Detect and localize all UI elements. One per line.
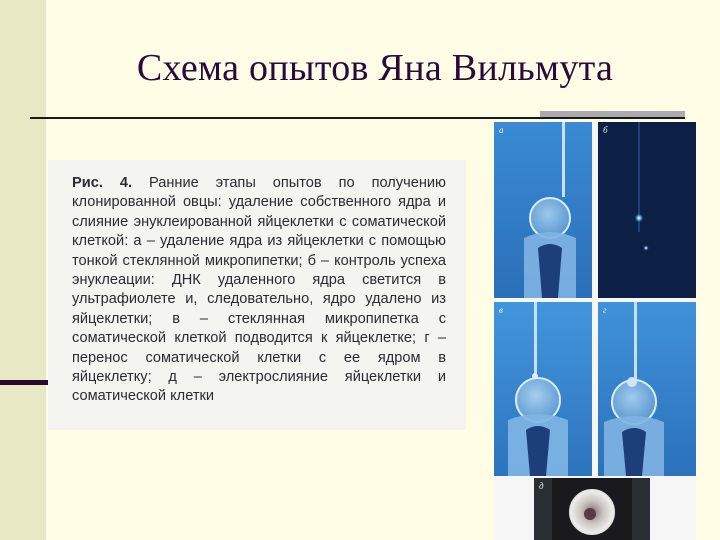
figure-caption — [72, 174, 446, 407]
figure-caption-text: Ранние этапы опытов по получению клонированной овцы: удаление собственного ядра и слияние энуклеированной яйцеклетки с соматической клеткой: а – удаление ядра из яйцеклетки с помощью тонкой стеклянной микропипетки; б – контроль успеха энуклеации: ДНК удаленного ядра светится в ультрафиолете и, следовательно, ядро удалено из яйцеклетки; в – стеклянная микропипетка с соматической клеткой подводится к яйцеклетке; г – перенос соматической клетки с ее ядром в яйцеклетку; д – электрослияние яйцеклетки и соматической клетки — [72, 175, 446, 405]
left-decorative-band — [0, 0, 46, 540]
micrograph-letter: в — [499, 305, 503, 315]
left-band-divider — [0, 380, 48, 385]
micrograph-letter: a — [499, 125, 504, 135]
micrograph-panel — [494, 122, 696, 540]
micrograph-letter: б — [603, 125, 608, 135]
micrograph-letter: г — [603, 305, 607, 315]
title-underline — [30, 117, 685, 119]
figure-caption-box — [48, 160, 466, 430]
micrograph-cell-transfer — [598, 302, 696, 476]
micrograph-letter: д — [539, 481, 544, 491]
micrograph-uv-control — [598, 122, 696, 298]
figure-label: Рис. 4. — [72, 175, 133, 191]
micrograph-electrofusion — [534, 478, 650, 540]
slide-title: Схема опытов Яна Вильмута — [136, 47, 614, 89]
micrograph-pipette-approach — [494, 302, 592, 476]
micrograph-enucleation — [494, 122, 592, 298]
